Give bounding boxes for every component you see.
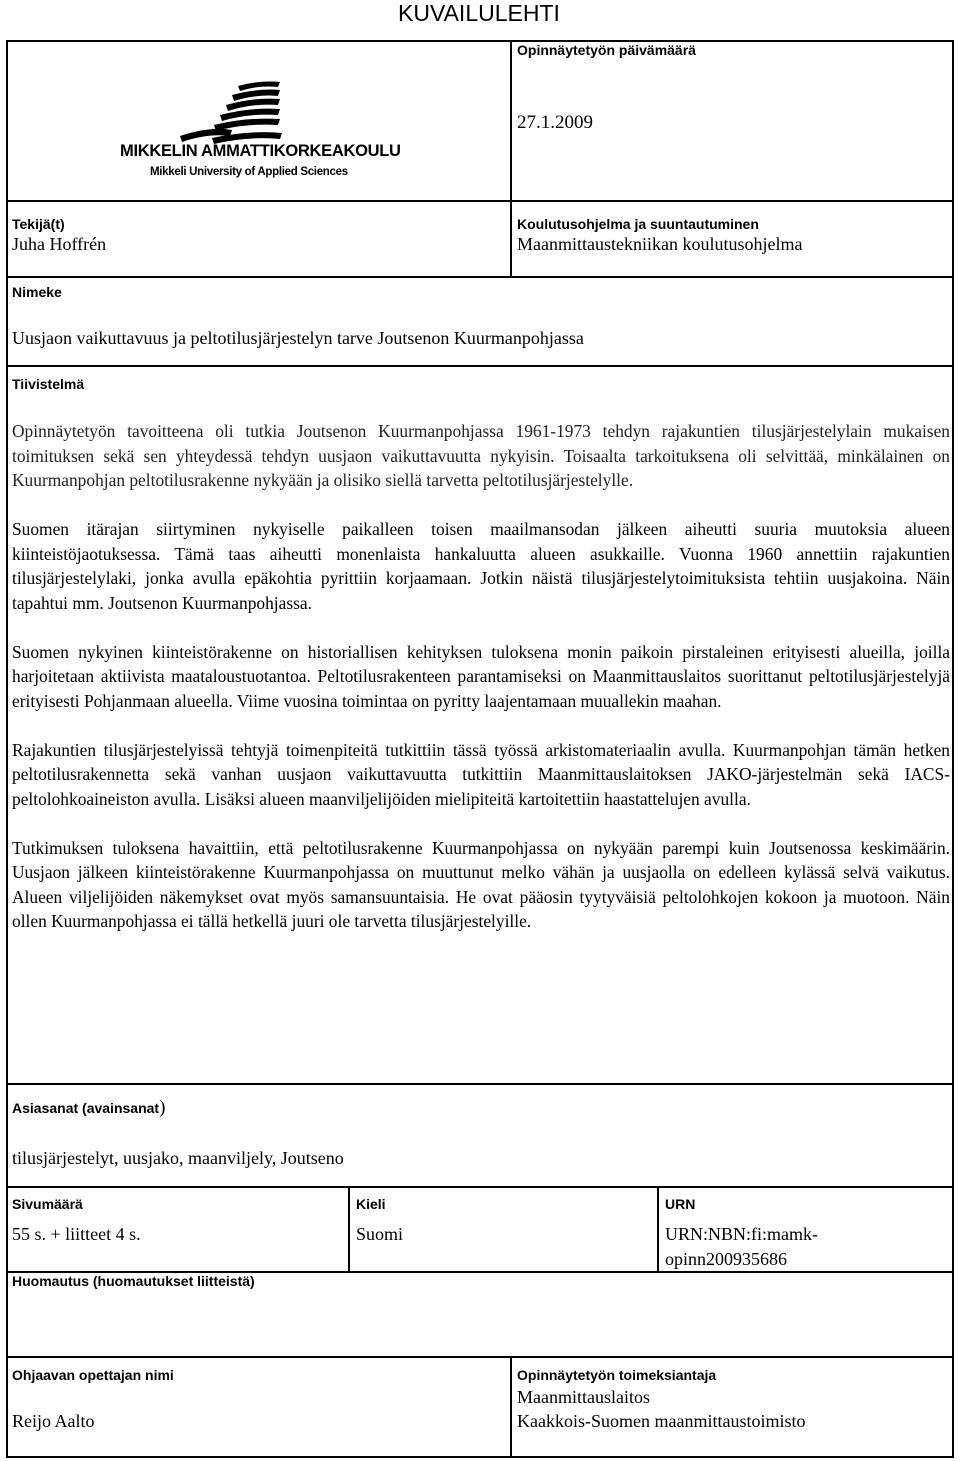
divider-summary bbox=[6, 365, 954, 367]
summary-paragraph: Rajakuntien tilusjärjestelyissä tehtyjä toimenpiteitä tutkittiin tässä työssä arkistomateriaalin avulla. Kuurmanpohjan tämän hetken peltotilusrakennetta sekä vanhan uusjaon vaikuttavuutta tutkittiin Maanmittauslaitoksen JAKO-järjestelmän sekä IACS-peltolohkoaineiston avulla. Lisäksi alueen maanviljelijöiden mielipiteitä kartoitettiin haastattelujen avulla. bbox=[12, 739, 950, 809]
programme-value: Maanmittaustekniikan koulutusohjelma bbox=[517, 234, 803, 254]
divider-supervisor bbox=[6, 1356, 954, 1358]
summary-label: Tiivistelmä bbox=[12, 376, 85, 392]
summary-paragraph: Suomen nykyinen kiinteistörakenne on historiallisen kehityksen tuloksena monin paikoin pirstaleinen erityisesti alueilla, joilla harjoitetaan aktiivista maataloustuotantoa. Peltotilusrakenteen parantamiseksi on Maanmittauslaitos suorittanut peltotilusjärjestelyjä erityisesti Pohjanmaan alueella. Viime vuosina toimintaa on pyritty laajentamaan muuallekin maahan. bbox=[12, 641, 950, 711]
university-logo bbox=[120, 78, 401, 184]
summary-paragraph: Tutkimuksen tuloksena havaittiin, että peltotilusrakenne Kuurmanpohjassa on nykyään parempi kuin Joutsenossa keskimäärin. Uusjaon jälkeen kiinteistörakenne Kuurmanpohjassa on muuttunut melko vähän ja uusjaolla on edelleen kylässä selvä vaikutus. Alueen viljelijöiden näkemykset ovat myös samansuuntaisia. He ovat pääosin tyytyväisiä peltolohkojen kokoon ja muotoon. Näin ollen Kuurmanpohjassa ei tällä hetkellä juuri ole tarvetta tilusjärjestelyille. bbox=[12, 837, 950, 931]
urn-line-1: URN:NBN:fi:mamk- bbox=[665, 1224, 818, 1244]
divider-vertical-urn bbox=[657, 1186, 659, 1271]
language-value: Suomi bbox=[356, 1224, 404, 1244]
urn-label: URN bbox=[665, 1196, 696, 1212]
divider-metadata bbox=[6, 1186, 954, 1188]
author-value: Juha Hoffrén bbox=[12, 234, 107, 254]
pages-value: 55 s. + liitteet 4 s. bbox=[12, 1224, 141, 1244]
commissioner-line-2: Kaakkois-Suomen maanmittaustoimisto bbox=[517, 1411, 806, 1431]
divider-header bbox=[6, 200, 954, 202]
language-label: Kieli bbox=[356, 1196, 386, 1212]
summary-text bbox=[12, 419, 950, 958]
date-label: Opinnäytetyön päivämäärä bbox=[517, 42, 696, 58]
notes-label: Huomautus (huomautukset liitteistä) bbox=[12, 1273, 255, 1289]
logo-name: MIKKELIN AMMATTIKORKEAKOULU bbox=[120, 142, 401, 160]
date-value: 27.1.2009 bbox=[517, 112, 593, 133]
keywords-value: tilusjärjestelyt, uusjako, maanviljely, Joutseno bbox=[12, 1148, 344, 1168]
divider-vertical-kieli bbox=[348, 1186, 350, 1271]
divider-name bbox=[6, 276, 954, 278]
divider-keywords bbox=[6, 1083, 954, 1085]
summary-paragraph: Opinnäytetyön tavoitteena oli tutkia Joutsenon Kuurmanpohjassa 1961-1973 tehdyn rajakuntien tilusjärjestelylain mukaisen toimituksen sekä sen yhteydessä tehdyn uusjaon vaikuttavuutta nykyisin. Toisaalta tarkoituksena oli selvittää, minkälainen on Kuurmanpohjan peltotilusrakenne nykyään ja olisiko siellä tarvetta peltotilusjärjestelylle. bbox=[12, 421, 950, 490]
thesis-title: Uusjaon vaikuttavuus ja peltotilusjärjestelyn tarve Joutsenon Kuurmanpohjassa bbox=[12, 328, 584, 348]
commissioner-line-1: Maanmittauslaitos bbox=[517, 1387, 650, 1407]
programme-label: Koulutusohjelma ja suuntautuminen bbox=[517, 216, 759, 232]
pages-label: Sivumäärä bbox=[12, 1196, 83, 1212]
divider-vertical-top bbox=[510, 40, 512, 276]
document-title: KUVAILULEHTI bbox=[398, 0, 560, 26]
author-label: Tekijä(t) bbox=[12, 216, 65, 232]
keywords-label-paren: ) bbox=[159, 1097, 166, 1118]
summary-paragraph: Suomen itärajan siirtyminen nykyiselle paikalleen toisen maailmansodan jälkeen aiheutti suuria muutoksia alueen kiinteistöjaotuksessa. Tämä taas aiheutti monenlaista hankaluutta alueen asukkaille. Vuonna 1960 annettiin rajakuntien tilusjärjestelylaki, jonka avulla epäkohtia pyrittiin korjaamaan. Jotkin näistä tilusjärjestelytoimituksista tehtiin uusjakoina. Näin tapahtui mm. Joutsenon Kuurmanpohjassa. bbox=[12, 519, 950, 613]
urn-line-2: opinn200935686 bbox=[665, 1249, 788, 1269]
logo-mark-icon bbox=[120, 78, 360, 144]
logo-subtitle: Mikkeli University of Applied Sciences bbox=[150, 166, 348, 178]
supervisor-label: Ohjaavan opettajan nimi bbox=[12, 1367, 174, 1383]
keywords-label: Asiasanat (avainsanat bbox=[12, 1100, 160, 1116]
name-label: Nimeke bbox=[12, 284, 62, 300]
commissioner-label: Opinnäytetyön toimeksiantaja bbox=[517, 1367, 717, 1383]
supervisor-value: Reijo Aalto bbox=[12, 1411, 95, 1431]
keywords-label-row bbox=[12, 1097, 165, 1119]
divider-vertical-bottom bbox=[510, 1356, 512, 1458]
